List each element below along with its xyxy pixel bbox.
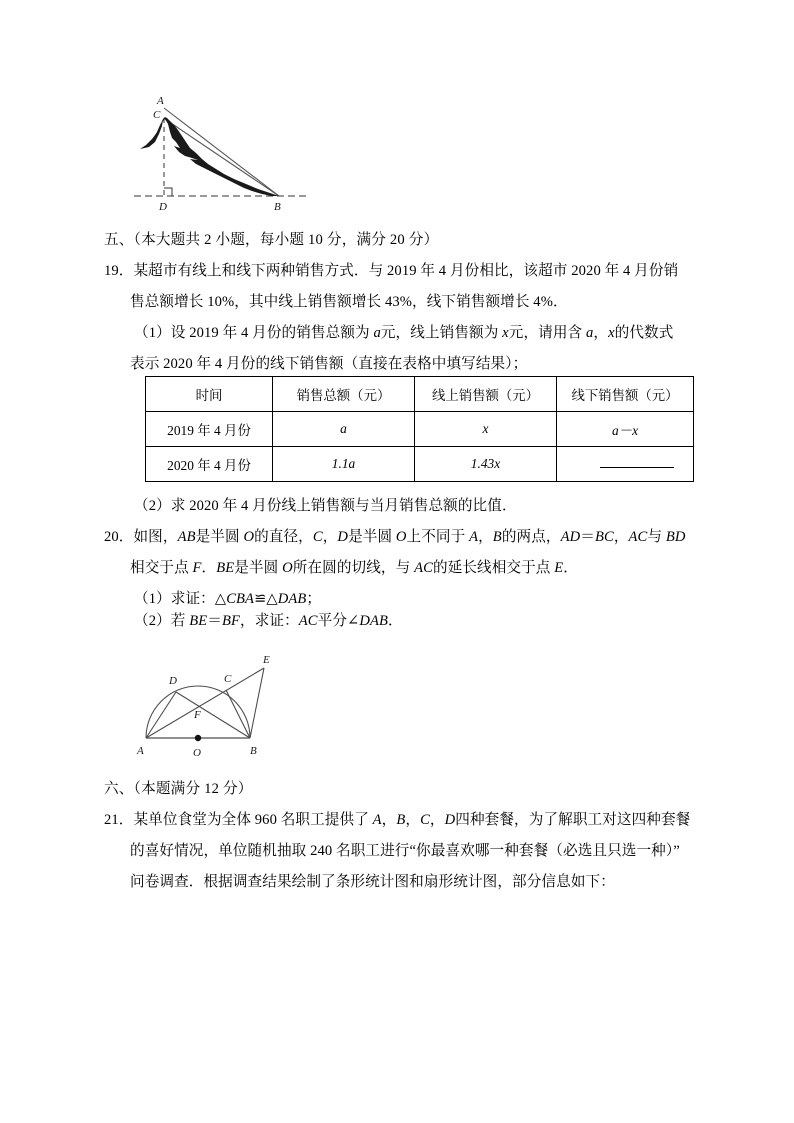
cell-time-2019: 2019 年 4 月份 <box>146 412 273 447</box>
cell-time-2020: 2020 年 4 月份 <box>146 447 273 482</box>
table-header-online: 线上销售额（元） <box>415 377 557 412</box>
q20-l1-f: 上不同于 <box>406 529 470 545</box>
q20-tri-CBA: CBA <box>226 591 255 607</box>
label-C: C <box>224 673 232 685</box>
segment-ACE <box>146 668 264 738</box>
q20-l1-b: 是半圆 <box>195 529 244 545</box>
q20-l1-e: 是半圆 <box>348 529 396 545</box>
q19-part1-text-c: 元，请用含 <box>508 325 586 341</box>
q20-p2-eq: ＝ <box>207 613 222 629</box>
q20-angle-DAB: DAB <box>359 613 389 629</box>
table-header-time: 时间 <box>146 377 273 412</box>
q20-var-AC-2: AC <box>414 560 433 576</box>
q20-p2-a: （2）若 <box>134 613 190 629</box>
q19-part1-line-2: 表示 2020 年 4 月份的线下销售额（直接在表格中填写结果）； <box>130 356 528 372</box>
table-row <box>146 412 694 447</box>
q19-part2: （2）求 2020 年 4 月份线上销售额与当月销售总额的比值． <box>134 498 517 514</box>
q21-l1-d: ， <box>429 812 445 828</box>
q20-l1-d: ， <box>322 529 338 545</box>
q20-var-B: B <box>492 529 502 545</box>
q19-var-x-1: x <box>502 325 509 341</box>
q20-p1-c: ； <box>306 591 322 607</box>
section-heading-six: 六、（本题满分 12 分） <box>104 781 253 797</box>
label-E: E <box>263 654 270 666</box>
q20-l1-j: ， <box>613 529 629 545</box>
q21-l1-c: ， <box>405 812 421 828</box>
semicircle-svg <box>132 646 292 760</box>
q20-tri-DAB: DAB <box>277 591 307 607</box>
q19-part1-text-b: 元，线上销售额为 <box>380 325 503 341</box>
q20-var-F: F <box>192 560 202 576</box>
table-header-row <box>146 377 694 412</box>
q19-part1-line-1 <box>134 321 673 342</box>
q21-var-A: A <box>372 812 382 828</box>
q20-var-A: A <box>469 529 479 545</box>
cell-online-2019: x <box>415 412 557 447</box>
q20-var-AC-3: AC <box>298 613 318 629</box>
label-B: B <box>250 745 257 757</box>
q20-var-BF: BF <box>221 613 240 629</box>
q20-l1-a: 20．如图， <box>104 529 178 545</box>
q20-l2-f: ． <box>563 560 578 576</box>
q20-l1-eq: ＝ <box>580 529 595 545</box>
q20-var-BE-2: BE <box>189 613 208 629</box>
q20-var-AD: AD <box>560 529 581 545</box>
label-O: O <box>193 747 201 759</box>
cell-offline-2019: a－x <box>557 412 694 447</box>
q19-line-1: 19．某超市有线上和线下两种销售方式．与 2019 年 4 月份相比，该超市 2020 年 4 月份销 <box>104 263 679 279</box>
mountain-svg <box>132 92 312 220</box>
cell-total-2020: 1.1a <box>273 447 415 482</box>
q20-var-D: D <box>337 529 349 545</box>
q20-p1-b: △ <box>266 591 278 607</box>
q21-line-1 <box>104 808 690 829</box>
label-A: A <box>157 95 164 107</box>
q20-var-C: C <box>312 529 323 545</box>
q19-var-a-1: a <box>373 325 381 341</box>
figure-semicircle <box>132 646 292 760</box>
q20-l2-d: 所在圆的切线，与 <box>292 560 415 576</box>
q20-part1 <box>134 587 321 608</box>
q20-l1-k: 与 <box>647 529 666 545</box>
segment-AD <box>146 692 176 738</box>
label-A: A <box>137 745 144 757</box>
q20-line-1 <box>104 525 685 546</box>
label-C: C <box>153 109 161 121</box>
cell-online-2020: 1.43x <box>415 447 557 482</box>
answer-blank-rule[interactable] <box>600 458 674 468</box>
congruent-symbol: ≌ <box>254 591 267 607</box>
q19-part1-text-e: 的代数式 <box>614 325 674 341</box>
table-row <box>146 447 694 482</box>
q21-var-D: D <box>444 812 456 828</box>
mountain-left-ridge <box>140 120 163 149</box>
q21-var-B: B <box>396 812 406 828</box>
label-D: D <box>159 201 167 213</box>
q20-var-BD: BD <box>665 529 686 545</box>
label-D: D <box>169 675 177 687</box>
q20-p2-c: ，求证： <box>240 613 299 629</box>
label-B: B <box>274 201 281 213</box>
segment-CB <box>165 119 279 196</box>
q19-var-a-2: a <box>585 325 594 341</box>
q19-var-x-2: x <box>608 325 615 341</box>
q21-var-C: C <box>420 812 430 828</box>
q21-l1-b: ， <box>381 812 397 828</box>
table-header-offline: 线下销售额（元） <box>557 377 694 412</box>
q20-var-O-1: O <box>243 529 255 545</box>
label-F: F <box>194 709 201 721</box>
q21-line-2: 的喜好情况，单位随机抽取 240 名职工进行“你最喜欢哪一种套餐（必选且只选一种）” <box>130 843 680 859</box>
q20-var-BE: BE <box>216 560 235 576</box>
table-header-total: 销售总额（元） <box>273 377 415 412</box>
cell-total-2019: a <box>273 412 415 447</box>
q20-var-O-3: O <box>282 560 293 576</box>
q20-var-AB: AB <box>177 529 196 545</box>
q20-l1-h: 的两点， <box>501 529 561 545</box>
center-point-O <box>195 735 201 741</box>
q20-p2-e: ． <box>388 613 403 629</box>
q20-var-BC: BC <box>594 529 614 545</box>
q20-p2-d: 平分∠ <box>317 613 360 629</box>
q19-part1-comma: ， <box>593 325 609 341</box>
q20-var-O-2: O <box>395 529 407 545</box>
sales-table <box>145 376 694 482</box>
q20-l2-c: 是半圆 <box>234 560 283 576</box>
q20-part2 <box>134 609 403 630</box>
mountain-silhouette <box>146 117 279 196</box>
q20-l1-c: 的直径， <box>254 529 313 545</box>
q20-p1-a: （1）求证：△ <box>134 591 227 607</box>
q20-l2-e: 的延长线相交于点 <box>432 560 555 576</box>
q21-l1-e: 四种套餐，为了解职工对这四种套餐 <box>455 812 691 828</box>
q20-var-AC: AC <box>628 529 648 545</box>
q21-l1-a: 21．某单位食堂为全体 960 名职工提供了 <box>104 812 373 828</box>
q20-l2-a: 相交于点 <box>130 560 193 576</box>
cell-offline-2020-blank[interactable] <box>557 447 694 482</box>
figure-mountain-triangle <box>132 92 312 220</box>
q21-line-3: 问卷调查．根据调查结果绘制了条形统计图和扇形统计图，部分信息如下： <box>130 874 615 890</box>
q20-l2-b: ． <box>201 560 217 576</box>
q19-line-2: 售总额增长 10%，其中线上销售额增长 43%，线下销售额增长 4%． <box>130 294 568 310</box>
segment-BE-tangent <box>250 668 264 738</box>
q20-l1-g: ， <box>478 529 493 545</box>
right-angle-mark <box>164 188 172 196</box>
q20-var-E: E <box>554 560 564 576</box>
q19-part1-text-a: （1）设 2019 年 4 月份的销售总额为 <box>134 325 374 341</box>
q20-line-2 <box>130 556 578 577</box>
section-heading-five: 五、（本大题共 2 小题，每小题 10 分，满分 20 分） <box>104 232 439 248</box>
